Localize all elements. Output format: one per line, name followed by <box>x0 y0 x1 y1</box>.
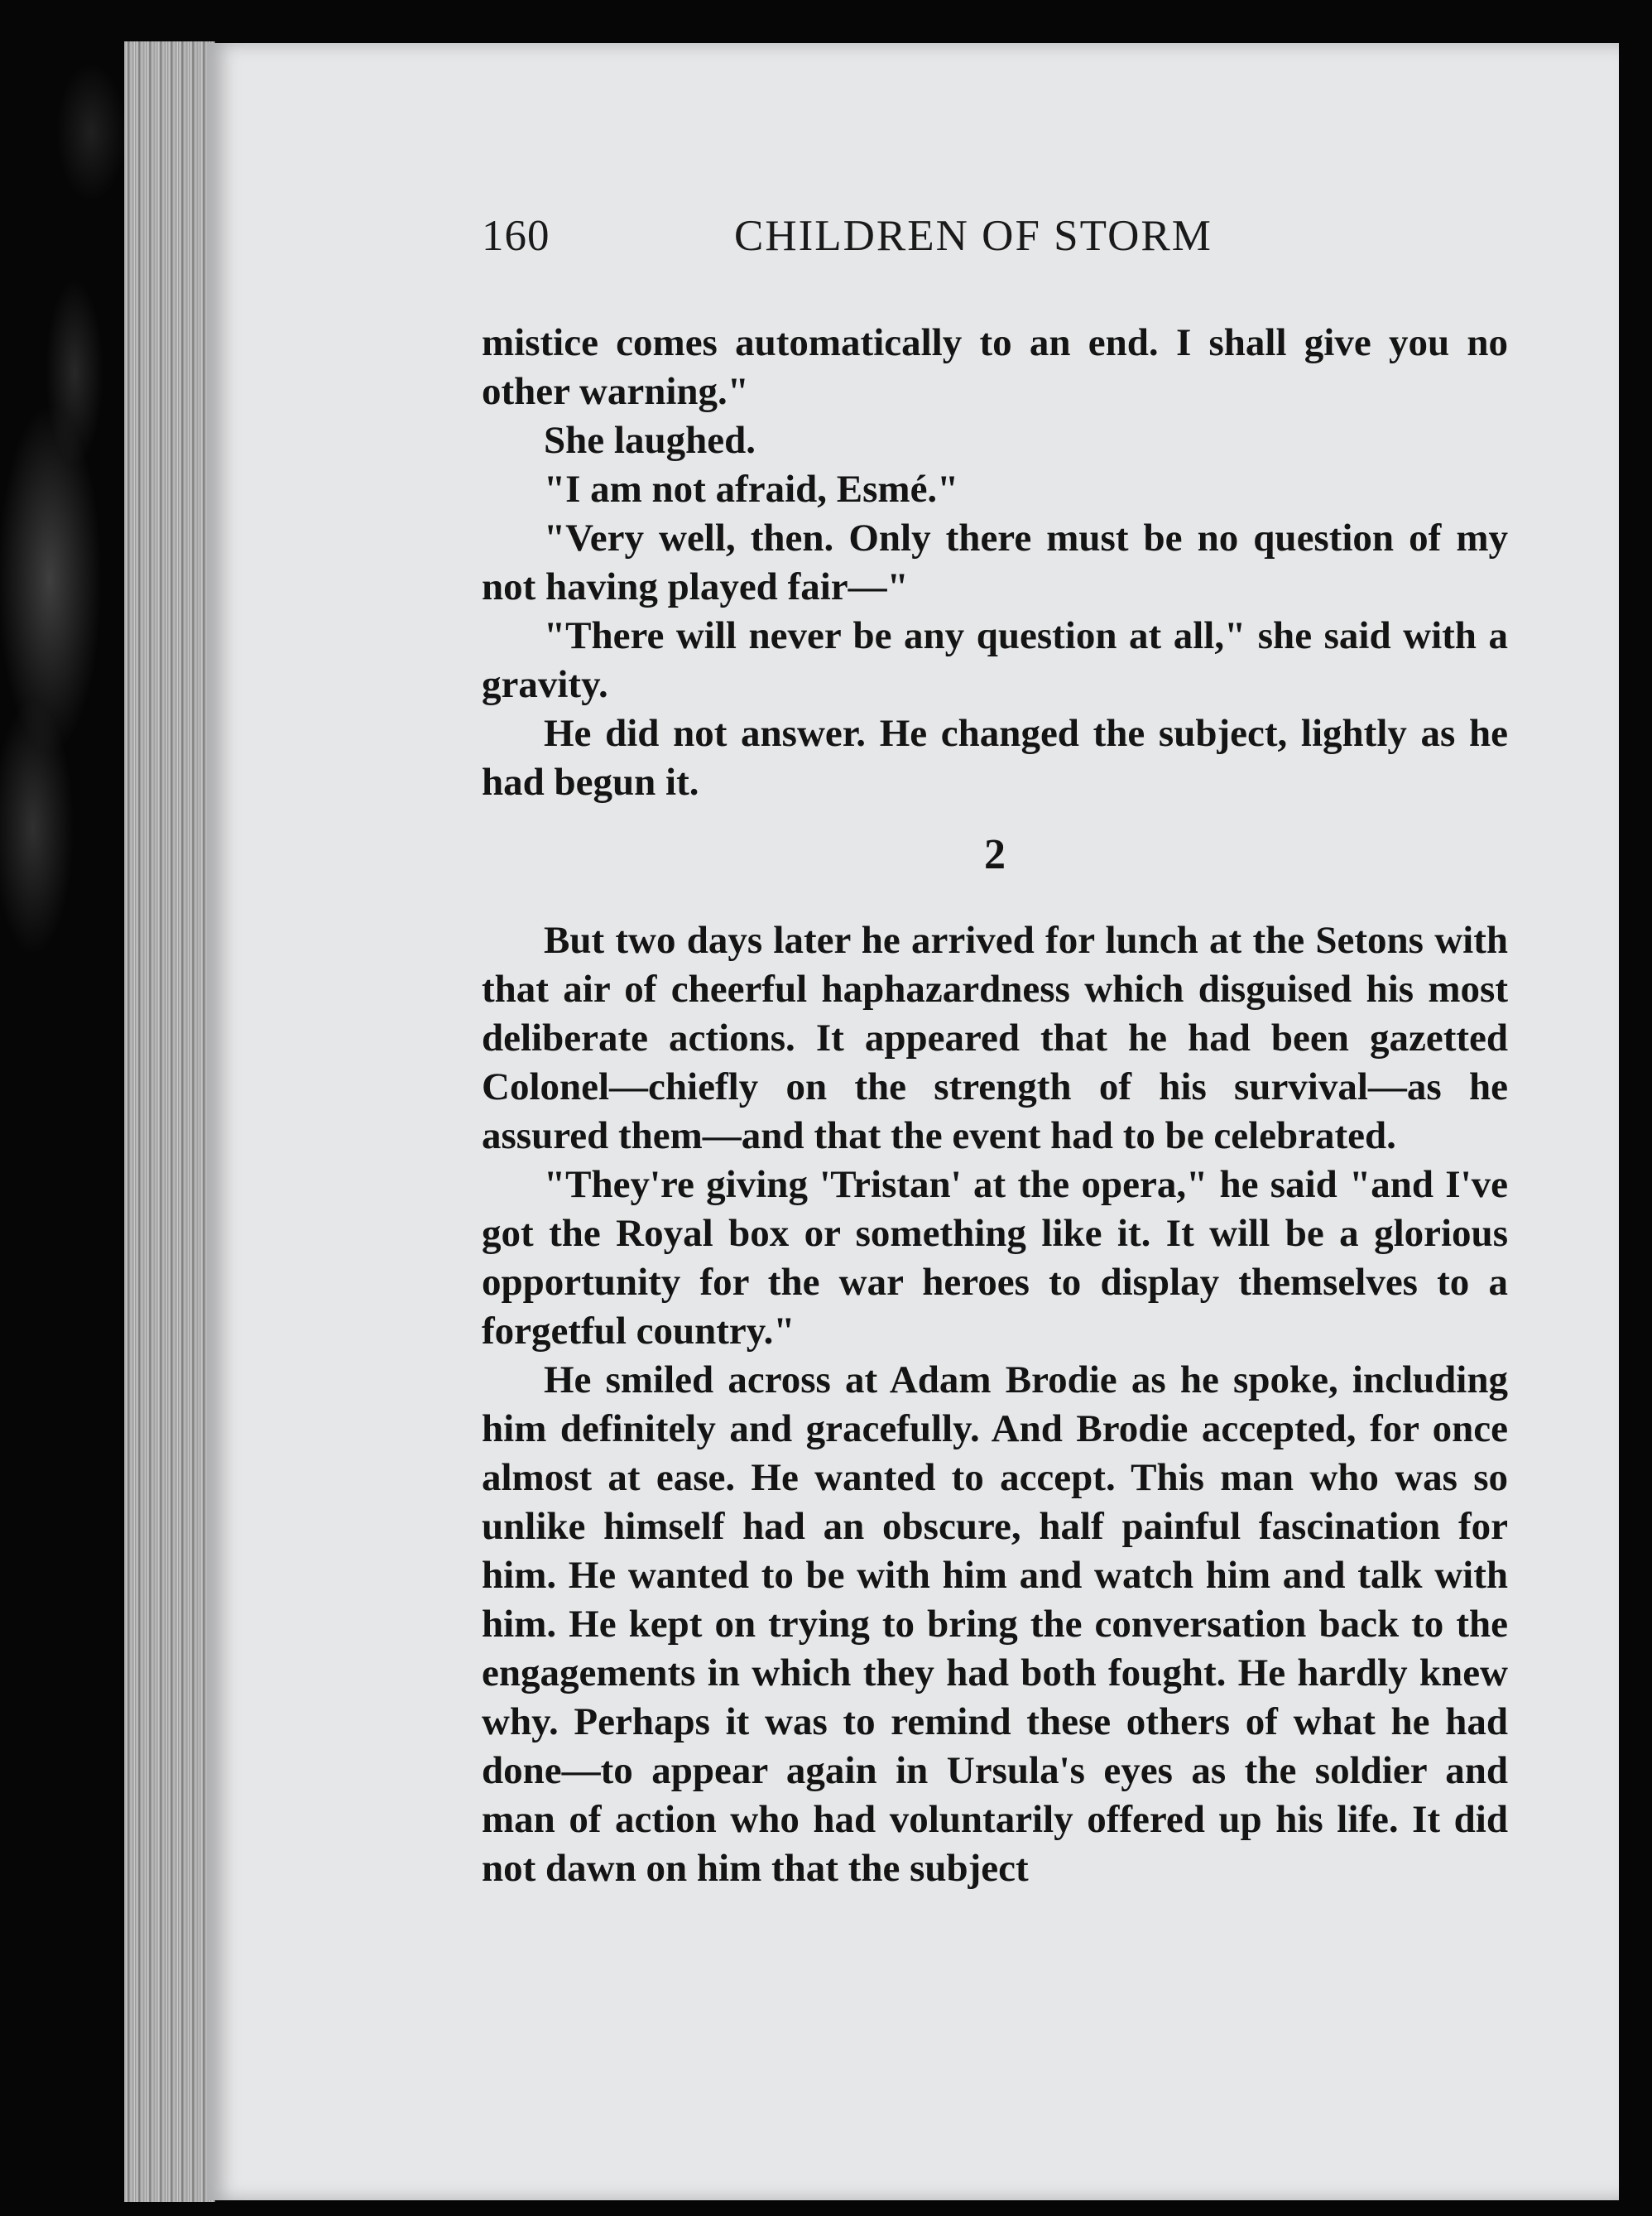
running-head <box>482 211 1251 269</box>
page-number: 160 <box>482 212 550 260</box>
paragraph: But two days later he arrived for lunch at the Setons with that air of cheerful haphazardness which disguised his most deliberate actions. It appeared that he had been gazetted Colonel—chiefly on the strength of his survival—as he assured them—and that the event had to be celebrated. <box>482 919 1508 1157</box>
paragraph-continued: mistice comes automatically to an end. I shall give you no other warning." <box>482 321 1508 413</box>
page-edges <box>124 41 215 2202</box>
section-number: 2 <box>984 831 1006 878</box>
paragraph: "There will never be any question at all," she said with a gravity. <box>482 614 1508 706</box>
page-body <box>482 319 1508 1893</box>
paragraph: "They're giving 'Tristan' at the opera," he said "and I've got the Royal box or something like it. It will be a glorious opportunity for the war heroes to display themselves to a forgetful country." <box>482 1163 1508 1353</box>
book-title: CHILDREN OF STORM <box>734 212 1213 260</box>
paragraph: "Very well, then. Only there must be no question of my not having played fair—" <box>482 517 1508 608</box>
paragraph: He did not answer. He changed the subject, lightly as he had begun it. <box>482 712 1508 804</box>
paragraph: She laughed. <box>544 419 756 462</box>
paragraph: He smiled across at Adam Brodie as he spoke, including him definitely and gracefully. And Brodie accepted, for once almost at ease. He wanted to accept. This man who was so unlike himself had an obscure, half painful fascination for him. He wanted to be with him and watch him and talk with him. He kept on trying to bring the conversation back to the engagements in which they had both fought. He hardly knew why. Perhaps it was to remind these others of what he had done—to appear again in Ursula's eyes as the soldier and man of action who had voluntarily offered up his life. It did not dawn on him that the subject <box>482 1358 1508 1890</box>
paragraph: "I am not afraid, Esmé." <box>544 468 959 511</box>
